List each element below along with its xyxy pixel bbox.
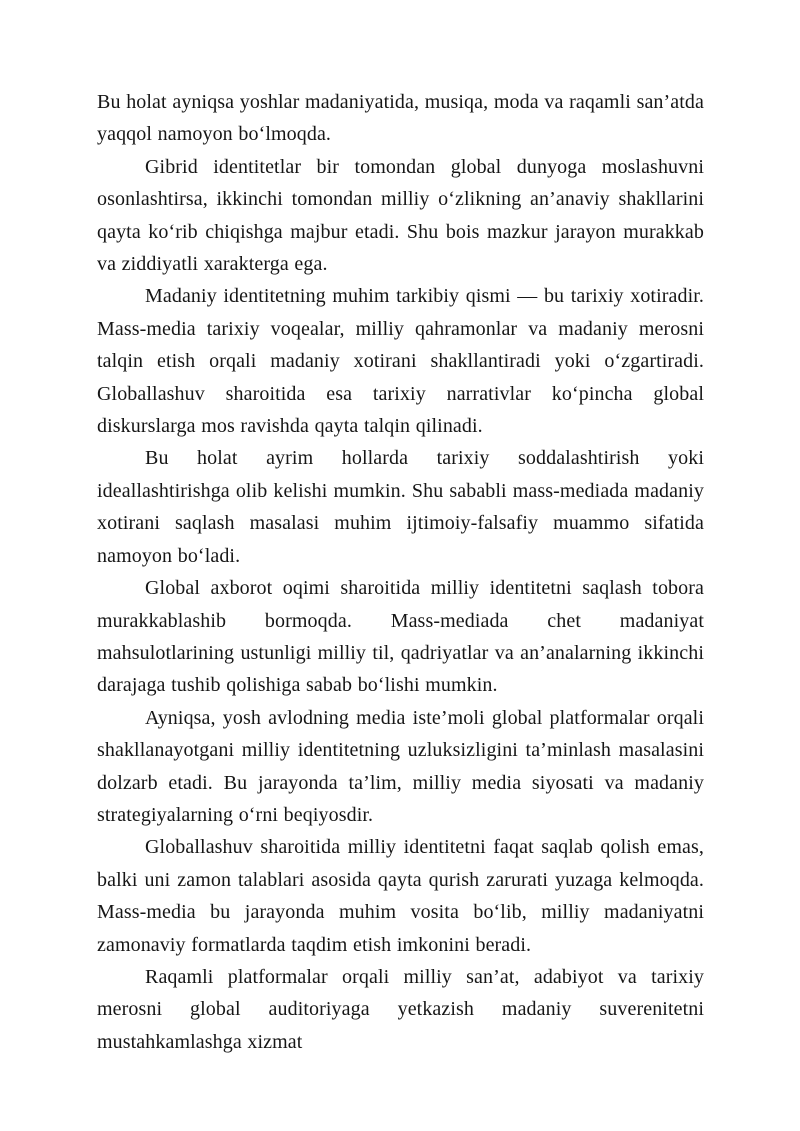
paragraph: Ayniqsa, yosh avlodning media iste’moli global platformalar orqali shakllanayotgani milliy identitetning uzluksizligini ta’minlash masalasini dolzarb etadi. Bu jarayonda ta’lim, milliy media siyosati va madaniy strategiyalarning o‘rni beqiyosdir.	[97, 706, 704, 826]
paragraph: Madaniy identitetning muhim tarkibiy qismi — bu tarixiy xotiradir. Mass-media tarixiy voqealar, milliy qahramonlar va madaniy merosni talqin etish orqali madaniy xotirani shakllantiradi yoki o‘zgartiradi. Globallashuv sharoitida esa tarixiy narrativlar ko‘pincha global diskurslarga mos ravishda qayta talqin qilinadi.	[97, 285, 704, 438]
paragraph: Global axborot oqimi sharoitida milliy identitetni saqlash tobora murakkablashib bormoqda. Mass-mediada chet madaniyat mahsulotlarining ustunligi milliy til, qadriyatlar va an’analarning ikkinchi darajaga tushib qolishiga sabab bo‘lishi mumkin.	[97, 577, 704, 697]
paragraph: Bu holat ayrim hollarda tarixiy soddalashtirish yoki ideallashtirishga olib kelishi mumkin. Shu sababli mass-mediada madaniy xotirani saqlash masalasi muhim ijtimoiy-falsafiy muammo sifatida namoyon bo‘ladi.	[97, 447, 704, 567]
text-block	[97, 86, 704, 1058]
paragraph-continuation: Bu holat ayniqsa yoshlar madaniyatida, musiqa, moda va raqamli san’atda yaqqol namoyon bo‘lmoqda.	[97, 91, 704, 146]
paragraph: Gibrid identitetlar bir tomondan global dunyoga moslashuvni osonlashtirsa, ikkinchi tomondan milliy o‘zlikning an’anaviy shakllarini qayta ko‘rib chiqishga majbur etadi. Shu bois mazkur jarayon murakkab va ziddiyatli xarakterga ega.	[97, 155, 704, 276]
paragraph: Raqamli platformalar orqali milliy san’at, adabiyot va tarixiy merosni global auditoriyaga yetkazish madaniy suverenitetni mustahkamlashga xizmat	[97, 965, 704, 1053]
paragraph: Globallashuv sharoitida milliy identitetni faqat saqlab qolish emas, balki uni zamon talablari asosida qayta qurish zarurati yuzaga kelmoqda. Mass-media bu jarayonda muhim vosita bo‘lib, milliy madaniyatni zamonaviy formatlarda taqdim etish imkonini beradi.	[97, 836, 704, 956]
